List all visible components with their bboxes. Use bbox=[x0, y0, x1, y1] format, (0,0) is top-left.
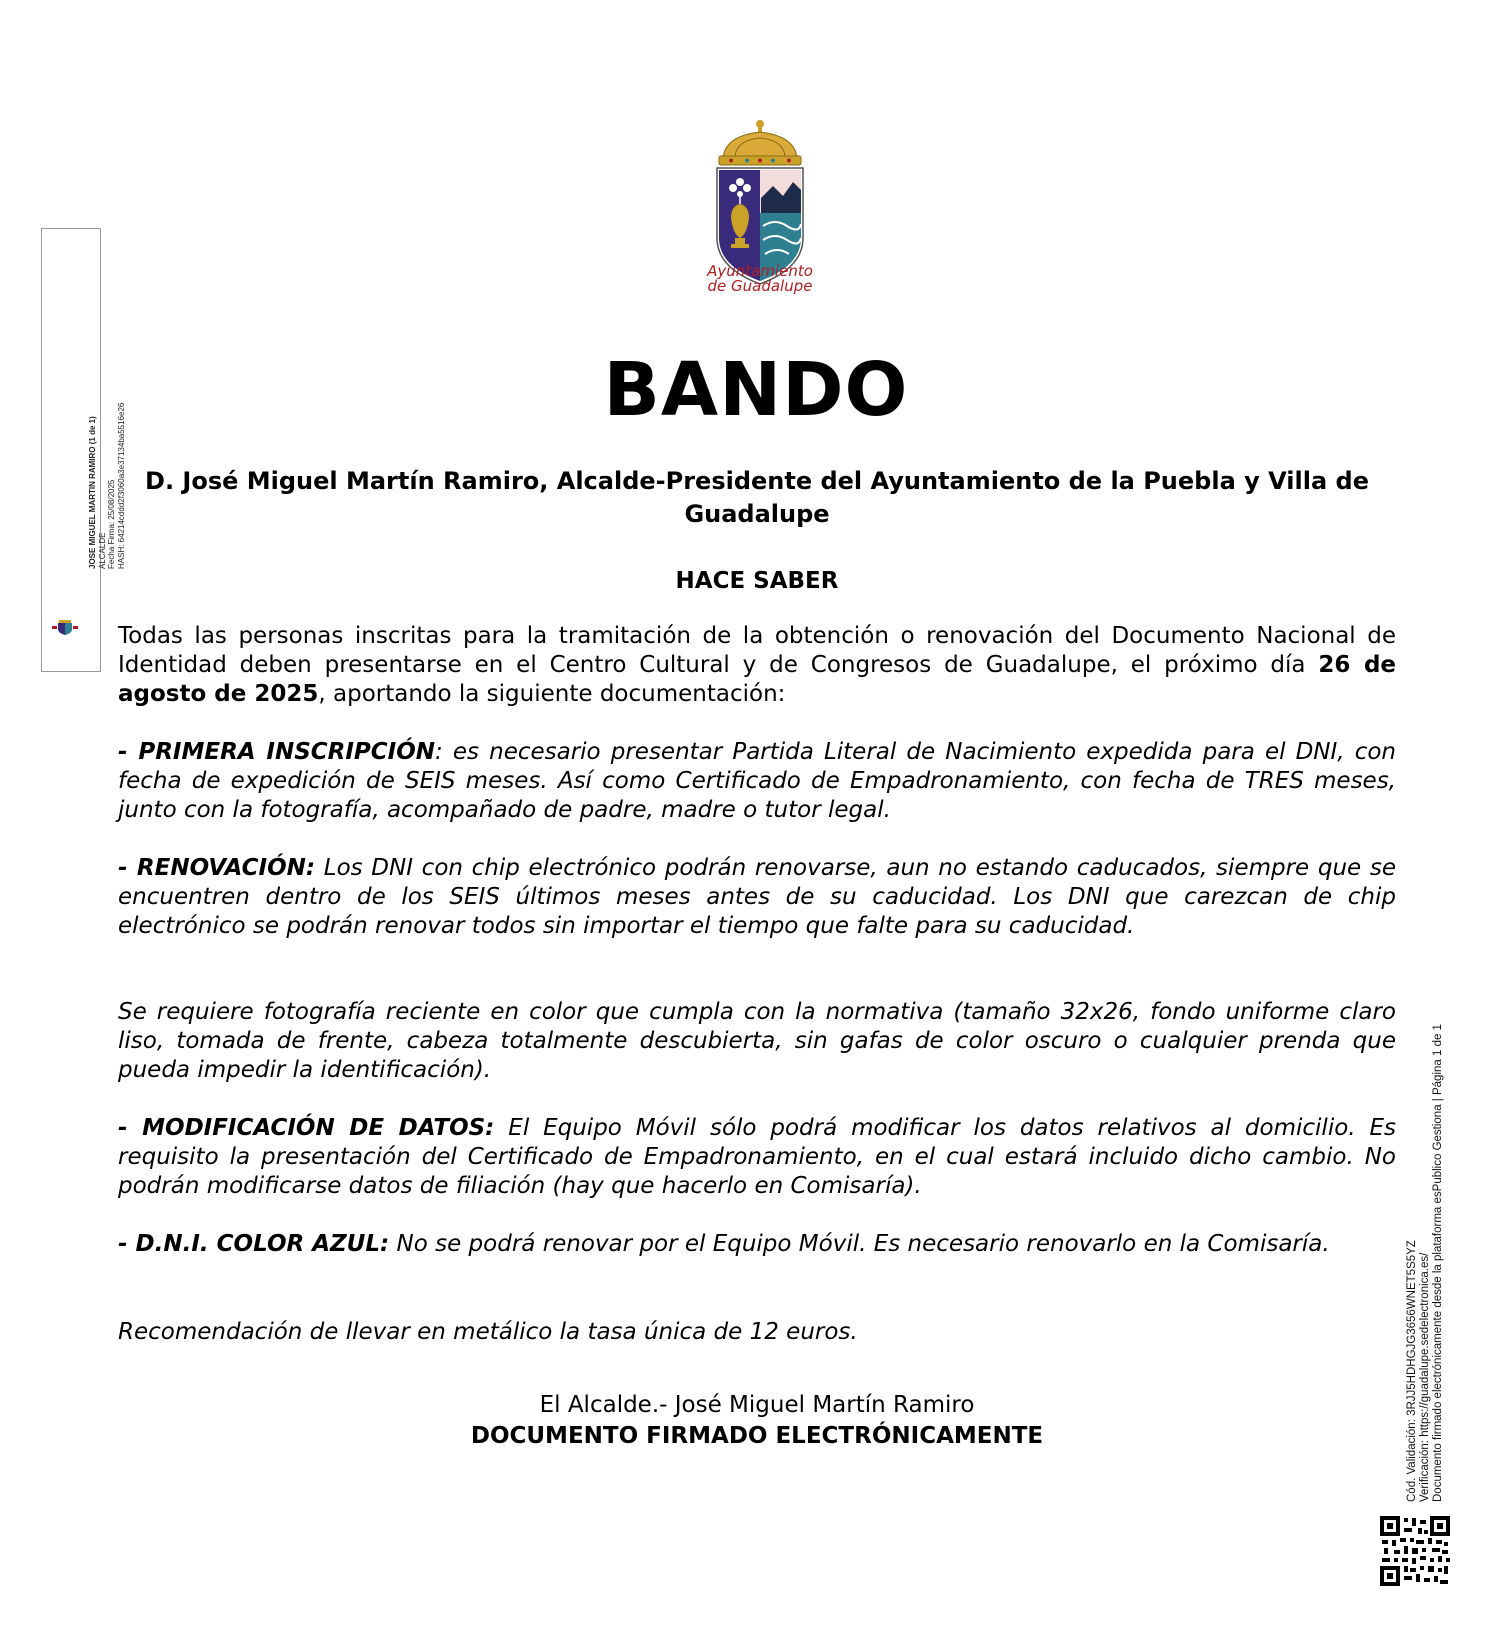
issuer-heading: D. José Miguel Martín Ramiro, Alcalde-Presidente del Ayuntamiento de la Puebla y Villa de Guadalupe bbox=[145, 467, 1369, 528]
right-validation-stamp bbox=[1406, 982, 1445, 1502]
verification-url: Verificación: https://guadalupe.sedelectronica.es/ bbox=[1419, 1252, 1431, 1502]
intro-text-after: , aportando la siguiente documentación: bbox=[318, 681, 786, 707]
hace-saber-heading: HACE SABER bbox=[675, 568, 839, 594]
validation-code: Cód. Validación: 3RJJ5HDHGJG3656WNET5S5YZ bbox=[1406, 1240, 1418, 1502]
left-stamp-text bbox=[88, 149, 126, 569]
left-stamp-name: JOSE MIGUEL MARTIN RAMIRO (1 de 1) bbox=[88, 416, 97, 569]
section-dni-azul-text: No se podrá renovar por el Equipo Móvil. Es necesario renovarlo en la Comisaría. bbox=[389, 1231, 1330, 1257]
section-tasa bbox=[118, 1318, 1396, 1347]
section-dni-azul bbox=[118, 1230, 1396, 1259]
section-primera-text: : es necesario presentar Partida Literal de Nacimiento expedida para el DNI, con fecha de expedición de SEIS meses. Así como Certificado de Empadronamiento, con fecha de TRES meses, junto con la fotografía, acompañado de padre, madre o tutor legal. bbox=[118, 739, 1396, 823]
section-renovacion bbox=[118, 854, 1396, 941]
left-stamp-hash: HASH: 64214cddd2f3060a3e37134ba5516e26 bbox=[116, 402, 126, 569]
signed-notice: DOCUMENTO FIRMADO ELECTRÓNICAMENTE bbox=[470, 1423, 1044, 1449]
qr-code-icon bbox=[1380, 1516, 1450, 1586]
intro-text-before: Todas las personas inscritas para la tramitación de la obtención o renovación del Documento Nacional de Identidad deben presentarse en el Centro Cultural y de Congresos de Guadalupe, el próximo día bbox=[118, 623, 1396, 678]
section-primera-lead: - PRIMERA INSCRIPCIÓN bbox=[118, 739, 436, 765]
left-signature-stamp bbox=[41, 228, 126, 672]
signature-block bbox=[118, 1390, 1396, 1452]
left-stamp-role: ALCALDE bbox=[97, 532, 107, 569]
page-title: BANDO bbox=[603, 347, 909, 433]
section-fotografia bbox=[118, 998, 1396, 1085]
section-modificacion-lead: - MODIFICACIÓN DE DATOS: bbox=[118, 1115, 495, 1141]
crown-icon bbox=[719, 120, 801, 165]
crest-caption-line1: Ayuntamiento bbox=[707, 262, 813, 280]
mini-crest-icon bbox=[50, 619, 80, 635]
section-dni-azul-lead: - D.N.I. COLOR AZUL: bbox=[118, 1231, 390, 1257]
section-renovacion-text: Los DNI con chip electrónico podrán renovarse, aun no estando caducados, siempre que se encuentren dentro de los SEIS últimos meses antes de su caducidad. Los DNI que carezcan de chip electrónico se podrán renovar todos sin importar el tiempo que falte para su caducidad. bbox=[118, 855, 1396, 939]
crest-caption-line2: de Guadalupe bbox=[707, 277, 813, 295]
section-modificacion-text: El Equipo Móvil sólo podrá modificar los datos relativos al domicilio. Es requisito la presentación del Certificado de Empadronamiento, en el cual estará incluido dicho cambio. No podrán modificarse datos de filiación (hay que hacerlo en Comisaría). bbox=[118, 1115, 1396, 1199]
section-primera-inscripcion bbox=[118, 738, 1396, 825]
section-modificacion-datos bbox=[118, 1114, 1396, 1201]
platform-note: Documento firmado electrónicamente desde la plataforma esPublico Gestiona | Página 1 de 1 bbox=[1432, 1024, 1444, 1502]
section-tasa-text: Recomendación de llevar en metálico la tasa única de 12 euros. bbox=[118, 1319, 858, 1345]
intro-paragraph bbox=[118, 622, 1396, 709]
intro-date: 26 de agosto de 2025 bbox=[118, 652, 1397, 707]
section-foto-text: Se requiere fotografía reciente en color que cumpla con la normativa (tamaño 32x26, fondo uniforme claro liso, tomada de frente, cabeza totalmente descubierta, sin gafas de color oscuro o cualquier prenda que pueda impedir la identificación). bbox=[118, 999, 1396, 1083]
left-stamp-date: Fecha Firma: 25/08/2025 bbox=[107, 479, 116, 569]
section-renovacion-lead: - RENOVACIÓN: bbox=[118, 855, 316, 881]
crest-caption bbox=[650, 264, 870, 294]
signer-line: El Alcalde.- José Miguel Martín Ramiro bbox=[539, 1392, 975, 1418]
